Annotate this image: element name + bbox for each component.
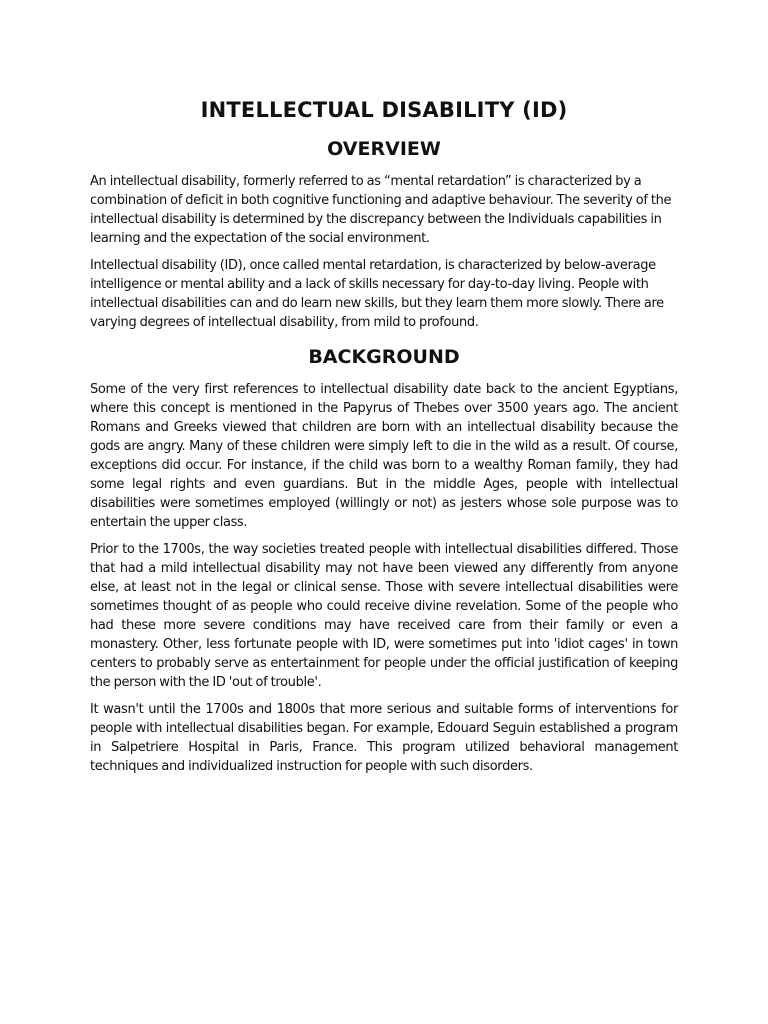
overview-paragraph-2: Intellectual disability (ID), once called mental retardation, is characterized by below-average intelligence or mental ability and a lack of skills necessary for day-to-day living. People with intellectual disabilities can and do learn new skills, but they learn them more slowly. There are varying degrees of intellectual disability, from mild to profound.: [90, 258, 664, 330]
section-heading-overview: OVERVIEW: [327, 138, 441, 160]
overview-paragraph-1: An intellectual disability, formerly referred to as “mental retardation” is characterized by a combination of deficit in both cognitive functioning and adaptive behaviour. The severity of the intellectual disability is determined by the discrepancy between the Individuals capabilities in learning and the expectation of the social environment.: [90, 174, 672, 246]
background-paragraph-2: Prior to the 1700s, the way societies treated people with intellectual disabilities differed. Those that had a mild intellectual disability may not have been viewed any differently from anyone else, at least not in the legal or clinical sense. Those with severe intellectual disabilities were sometimes thought of as people who could receive divine revelation. Some of the people who had these more severe conditions may have received care from their family or even a monastery. Other, less fortunate people with ID, were sometimes put into 'idiot cages' in town centers to probably serve as entertainment for people under the official justification of keeping the person with the ID 'out of trouble'.: [90, 542, 678, 690]
background-paragraph-1: Some of the very first references to intellectual disability date back to the ancient Egyptians, where this concept is mentioned in the Papyrus of Thebes over 3500 years ago. The ancient Romans and Greeks viewed that children are born with an intellectual disability because the gods are angry. Many of these children were simply left to die in the wild as a result. Of course, exceptions did occur. For instance, if the child was born to a wealthy Roman family, they had some legal rights and even guardians. But in the middle Ages, people with intellectual disabilities were sometimes employed (willingly or not) as jesters whose sole purpose was to entertain the upper class.: [90, 382, 678, 530]
document-page: [90, 96, 678, 784]
document-title: INTELLECTUAL DISABILITY (ID): [200, 98, 568, 122]
section-heading-background: BACKGROUND: [308, 346, 460, 368]
background-paragraph-3: It wasn't until the 1700s and 1800s that more serious and suitable forms of interventions for people with intellectual disabilities began. For example, Edouard Seguin established a program in Salpetriere Hospital in Paris, France. This program utilized behavioral management techniques and individualized instruction for people with such disorders.: [90, 702, 678, 774]
